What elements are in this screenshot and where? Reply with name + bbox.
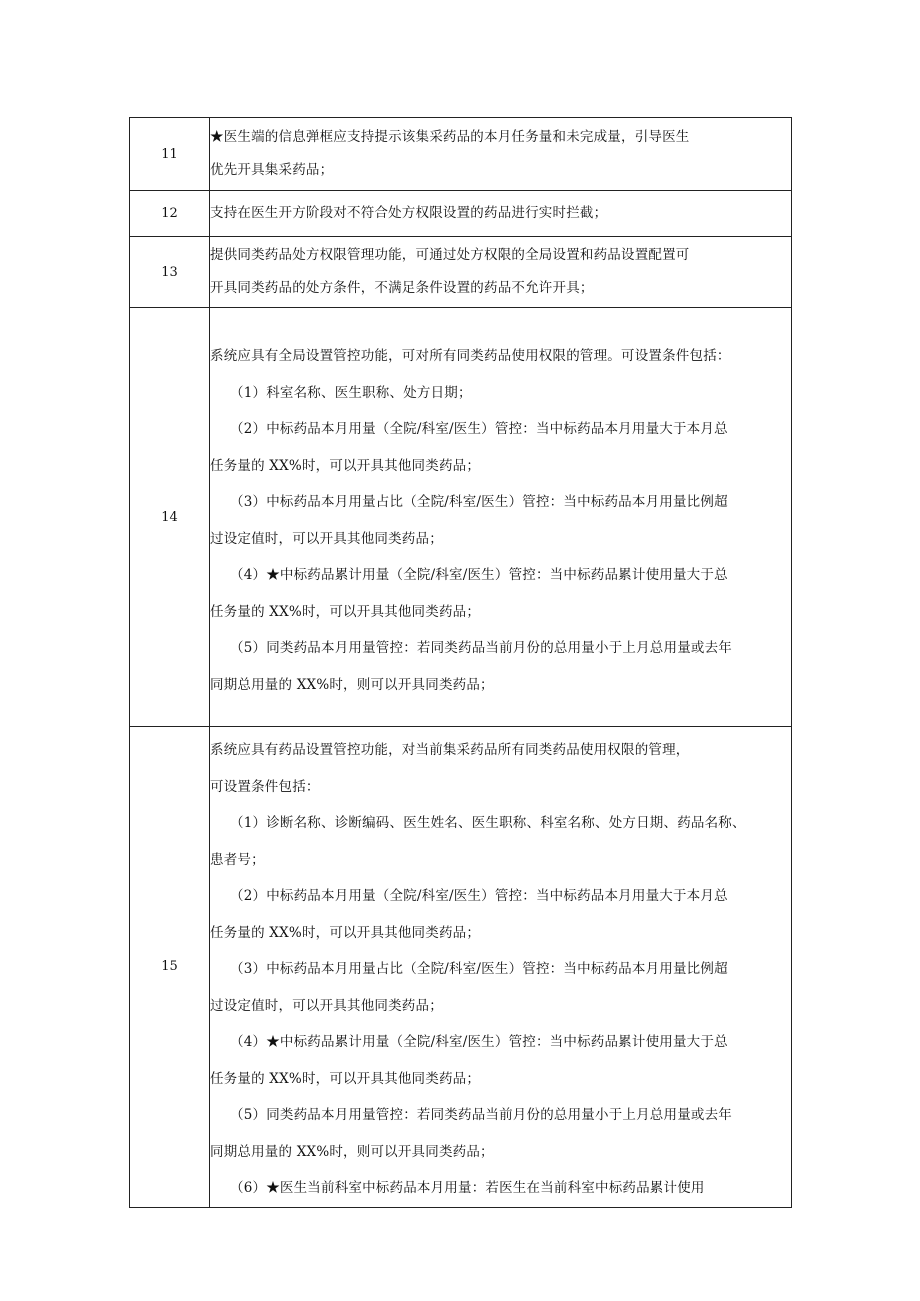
row-number: 12 (130, 191, 210, 237)
requirements-table (129, 117, 792, 1208)
row-number: 13 (130, 237, 210, 308)
content-line: （2）中标药品本月用量（全院/科室/医生）管控：当中标药品本月用量大于本月总 (230, 888, 728, 904)
table-row (130, 237, 792, 308)
content-line: （2）中标药品本月用量（全院/科室/医生）管控：当中标药品本月用量大于本月总 (230, 421, 728, 437)
content-line: 同期总用量的 XX%时，则可以开具同类药品； (210, 676, 494, 693)
table-row (130, 308, 792, 727)
content-line: （5）同类药品本月用量管控：若同类药品当前月份的总用量小于上月总用量或去年 (230, 1107, 732, 1123)
content-line: （3）中标药品本月用量占比（全院/科室/医生）管控：当中标药品本月用量比例超 (230, 494, 728, 510)
content-line: 任务量的 XX%时，可以开具其他同类药品； (210, 924, 481, 941)
row-content (210, 727, 792, 1208)
content-line: 提供同类药品处方权限管理功能，可通过处方权限的全局设置和药品设置配置可 (210, 247, 690, 263)
content-line: 优先开具集采药品； (210, 162, 334, 178)
table-row (130, 191, 792, 237)
row-number: 14 (130, 308, 210, 727)
content-line: 任务量的 XX%时，可以开具其他同类药品； (210, 457, 481, 474)
table-row (130, 727, 792, 1208)
content-line: 系统应具有全局设置管控功能，可对所有同类药品使用权限的管理。可设置条件包括： (210, 348, 731, 364)
content-line: 过设定值时，可以开具其他同类药品； (210, 530, 443, 547)
content-line: （5）同类药品本月用量管控：若同类药品当前月份的总用量小于上月总用量或去年 (230, 640, 732, 656)
content-line: （1）诊断名称、诊断编码、医生姓名、医生职称、科室名称、处方日期、药品名称、 (230, 815, 746, 831)
content-line: 可设置条件包括： (210, 778, 320, 795)
content-line: 过设定值时，可以开具其他同类药品； (210, 997, 443, 1014)
row-number: 11 (130, 118, 210, 191)
content-line: 支持在医生开方阶段对不符合处方权限设置的药品进行实时拦截； (210, 205, 608, 222)
content-line: （6）★医生当前科室中标药品本月用量：若医生在当前科室中标药品累计使用 (230, 1180, 705, 1196)
content-line: 同期总用量的 XX%时，则可以开具同类药品； (210, 1143, 494, 1160)
content-line: （4）★中标药品累计用量（全院/科室/医生）管控：当中标药品累计使用量大于总 (230, 567, 728, 583)
content-line: 任务量的 XX%时，可以开具其他同类药品； (210, 1070, 481, 1087)
content-line: 患者号； (210, 851, 265, 868)
content-line: 开具同类药品的处方条件，不满足条件设置的药品不允许开具； (210, 280, 594, 296)
content-line: 系统应具有药品设置管控功能，对当前集采药品所有同类药品使用权限的管理， (210, 742, 690, 758)
content-line: ★医生端的信息弹框应支持提示该集采药品的本月任务量和未完成量，引导医生 (210, 129, 690, 145)
content-line: （3）中标药品本月用量占比（全院/科室/医生）管控：当中标药品本月用量比例超 (230, 961, 728, 977)
row-content (210, 308, 792, 727)
content-line: 任务量的 XX%时，可以开具其他同类药品； (210, 603, 481, 620)
content-line: （4）★中标药品累计用量（全院/科室/医生）管控：当中标药品累计使用量大于总 (230, 1034, 728, 1050)
row-content (210, 118, 792, 191)
table-row (130, 118, 792, 191)
row-content (210, 191, 792, 237)
content-line: （1）科室名称、医生职称、处方日期； (230, 384, 472, 401)
row-content (210, 237, 792, 308)
row-number: 15 (130, 727, 210, 1208)
